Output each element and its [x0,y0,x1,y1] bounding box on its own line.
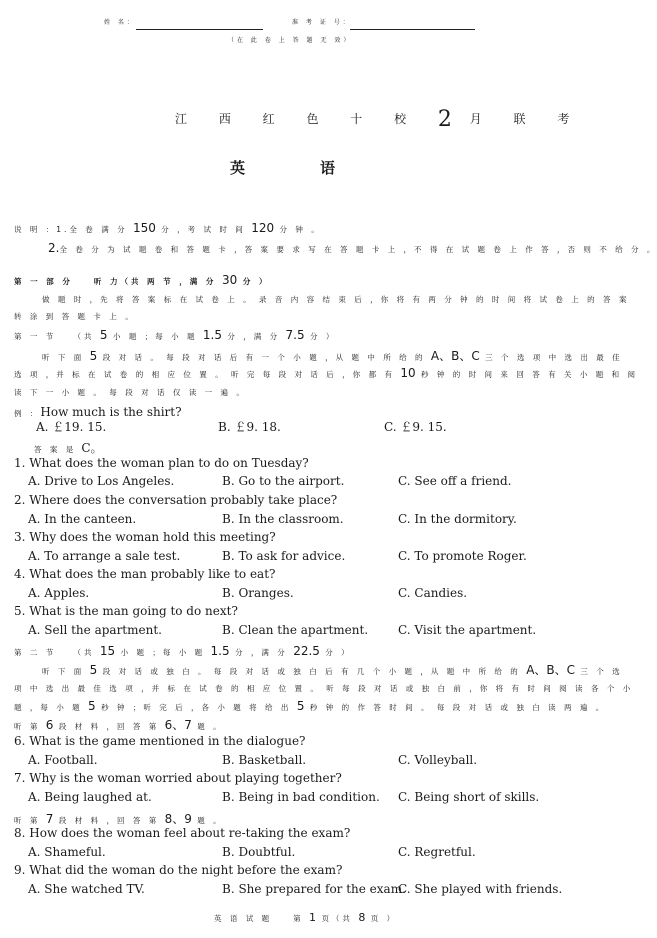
listen7-a: 听 第 [14,816,41,825]
section2-instr-1 [42,661,623,678]
notes-line-1-c: 分 ，考 试 时 间 [161,225,246,234]
section2-heading-g: 分 ） [325,648,352,657]
notes-score: 150 [132,221,156,235]
question-stem: 7. Why is the woman worried about playing together? [14,771,342,785]
question-option: A. Drive to Los Angeles. [28,474,175,488]
question-option: A. Football. [28,753,98,767]
listen6-d: 6、7 [164,718,192,732]
section2-heading-e: 分 ，满 分 [235,648,288,657]
listen6-a: 听 第 [14,722,41,731]
question-option: B. Basketball. [222,753,307,767]
name-field-line [136,29,263,30]
section2-each: 1.5 [210,644,230,658]
footer-page: 1 [309,911,317,924]
section1-instr-2 [14,366,638,380]
example-option-a: A. ￡19. 15. [36,420,107,434]
section2-total: 22.5 [293,644,320,658]
section1-heading-a: 第 一 节 （共 [14,332,95,341]
section1-instr-1-b: 5 [89,349,98,363]
question-stem: 8. How does the woman feel about re-taking the exam? [14,826,351,840]
notes-line-2-b: 全 卷 分 为 试 题 卷 和 答 题 卡 ，答 案 要 求 写 在 答 题 卡 上 ，不 得 在 试 题 卷 上 作 答 ，否 则 不 给 分 。 [59,245,657,254]
section2-heading-a: 第 二 节 （共 [14,648,95,657]
exam-title-post: 月 联 考 [469,112,584,126]
listen-material-7 [14,810,224,827]
section2-instr-3-d: 5 [296,699,305,713]
question-option: A. In the canteen. [28,512,137,526]
exam-title-pre: 江 西 红 色 十 校 [175,112,421,126]
listen7-e: 题 。 [197,816,224,825]
example-option-c: C. ￡9. 15. [384,420,447,434]
part1-heading-c: 分 ） [242,277,270,286]
part1-intro-2: 转 涂 到 答 题 卡 上 。 [14,312,136,321]
exam-id-label: 准 考 证 号： [292,19,352,26]
section1-instr-1 [42,347,623,364]
question-stem: 6. What is the game mentioned in the dialogue? [14,734,306,748]
example-answer-value: C。 [81,441,103,455]
question-stem: 5. What is the man going to do next? [14,604,238,618]
section2-instr-1-c: 段 对 话 或 独 白 。 每 段 对 话 或 独 白 后 有 几 个 小 题 ，从 题 中 所 给 的 [102,667,521,676]
question-option: B. In the classroom. [222,512,344,526]
section1-instr-2-b: 10 [400,366,416,380]
section1-heading-e: 分 ，满 分 [227,332,281,341]
section2-instr-1-b: 5 [89,663,98,677]
section2-heading-c: 小 题 ；每 小 题 [120,648,206,657]
notes-line-2 [48,241,657,255]
question-option: C. Visit the apartment. [398,623,537,637]
section1-instr-1-d: A、B、C [430,349,480,363]
listen6-b: 6 [45,718,54,732]
section2-instr-3-b: 5 [88,699,96,713]
section2-instr-2: 项 中 选 出 最 佳 选 项 ，并 标 在 试 卷 的 相 应 位 置 。 听 每 段 对 话 或 独 白 前 ，你 将 有 时 间 阅 读 各 个 小 [14,684,634,693]
question-option: B. Clean the apartment. [222,623,369,637]
section1-instr-1-a: 听 下 面 [42,353,85,362]
section2-instr-1-e: 三 个 选 [580,667,623,676]
notes-time: 120 [251,221,275,235]
footer-e: 页 ） [370,914,398,923]
question-option: B. Doubtful. [222,845,296,859]
question-option: C. Regretful. [398,845,476,859]
section2-instr-3-c: 秒 钟 ；听 完 后 ，各 小 题 将 给 出 [101,703,292,712]
section2-instr-3 [14,699,606,713]
section1-instr-2-c: 秒 钟 的 时 间 来 回 答 有 关 小 题 和 阅 [421,370,639,379]
section2-instr-3-a: 题 ，每 小 题 [14,703,83,712]
question-option: A. Shameful. [28,845,106,859]
question-option: A. Being laughed at. [28,790,152,804]
question-stem: 1. What does the woman plan to do on Tuesday? [14,456,309,470]
notes-line-1-e: 分 钟 。 [279,225,322,234]
listen-material-6 [14,716,224,733]
footer-a: 英 语 试 题 第 [214,914,304,923]
question-option: A. Apples. [28,586,90,600]
section1-heading-c: 小 题 ；每 小 题 [112,332,198,341]
listen7-b: 7 [45,812,54,826]
question-option: C. To promote Roger. [398,549,527,563]
question-stem: 3. Why does the woman hold this meeting? [14,530,276,544]
page-footer [214,911,397,924]
question-option: B. To ask for advice. [222,549,346,563]
question-option: C. In the dormitory. [398,512,517,526]
question-stem: 2. Where does the conversation probably take place? [14,493,338,507]
question-option: C. Candies. [398,586,468,600]
section1-instr-3: 读 下 一 小 题 。 每 段 对 话 仅 读 一 遍 。 [14,388,247,397]
section1-each: 1.5 [202,328,222,342]
footer-total: 8 [358,911,366,924]
example-text: How much is the shirt? [40,405,182,419]
exam-title [175,104,584,132]
exam-id-field-line [350,29,475,30]
part1-heading-a: 第 一 部 分 听 力（共 两 节 ，满 分 [14,277,217,286]
notes-line-1 [14,221,322,235]
section1-total: 7.5 [285,328,305,342]
section2-count: 15 [99,644,116,658]
section1-instr-1-c: 段 对 话 。 每 段 对 话 后 有 一 个 小 题 ，从 题 中 所 给 的 [102,353,426,362]
example-label: 例 ： [14,409,41,418]
section1-heading [14,328,336,342]
listen7-c: 段 材 料 ，回 答 第 [58,816,160,825]
part1-score: 30 [222,273,238,287]
question-option: A. To arrange a sale test. [28,549,181,563]
footer-c: 页（共 [321,914,353,923]
listen6-e: 题 。 [197,722,224,731]
section1-heading-g: 分 ） [310,332,337,341]
section1-instr-2-a: 选 项 ，并 标 在 试 卷 的 相 应 位 置 。 听 完 每 段 对 话 后 ，你 都 有 [14,370,395,379]
header-note: （在 此 卷 上 答 题 无 效） [228,37,353,44]
example-answer-label: 答 案 是 [34,445,77,454]
question-option: B. Being in bad condition. [222,790,380,804]
section2-instr-1-a: 听 下 面 [42,667,85,676]
part1-heading [14,273,270,287]
listen6-c: 段 材 料 ，回 答 第 [58,722,160,731]
question-option: B. She prepared for the exam. [222,882,406,896]
question-stem: 9. What did the woman do the night before the exam? [14,863,343,877]
listen7-d: 8、9 [164,812,192,826]
example-option-b: B. ￡9. 18. [218,420,281,434]
question-option: A. Sell the apartment. [28,623,162,637]
section1-instr-1-e: 三 个 选 项 中 选 出 最 佳 [485,353,623,362]
example-answer [34,437,103,456]
section1-count: 5 [99,328,108,342]
section2-heading [14,644,352,658]
notes-line-1-a: 说 明 ：1.全 卷 满 分 [14,225,128,234]
question-option: C. See off a friend. [398,474,512,488]
section2-instr-1-d: A、B、C [526,663,576,677]
question-option: B. Go to the airport. [222,474,345,488]
exam-title-month: 2 [437,107,452,132]
question-option: A. She watched TV. [28,882,145,896]
question-option: C. Being short of skills. [398,790,540,804]
notes-line-2-a: 2. [48,241,60,255]
exam-subject: 英 语 [230,159,336,177]
question-option: C. Volleyball. [398,753,478,767]
question-stem: 4. What does the man probably like to eat? [14,567,276,581]
name-label: 姓 名： [104,19,136,26]
section2-instr-3-e: 秒 钟 的 作 答 时 间 。 每 段 对 话 或 独 白 读 两 遍 。 [309,703,607,712]
question-option: C. She played with friends. [398,882,563,896]
question-option: B. Oranges. [222,586,294,600]
part1-intro-1: 做 题 时 ，先 将 答 案 标 在 试 卷 上 。 录 音 内 容 结 束 后 ，你 将 有 两 分 钟 的 时 间 将 试 卷 上 的 答 案 [42,295,630,304]
